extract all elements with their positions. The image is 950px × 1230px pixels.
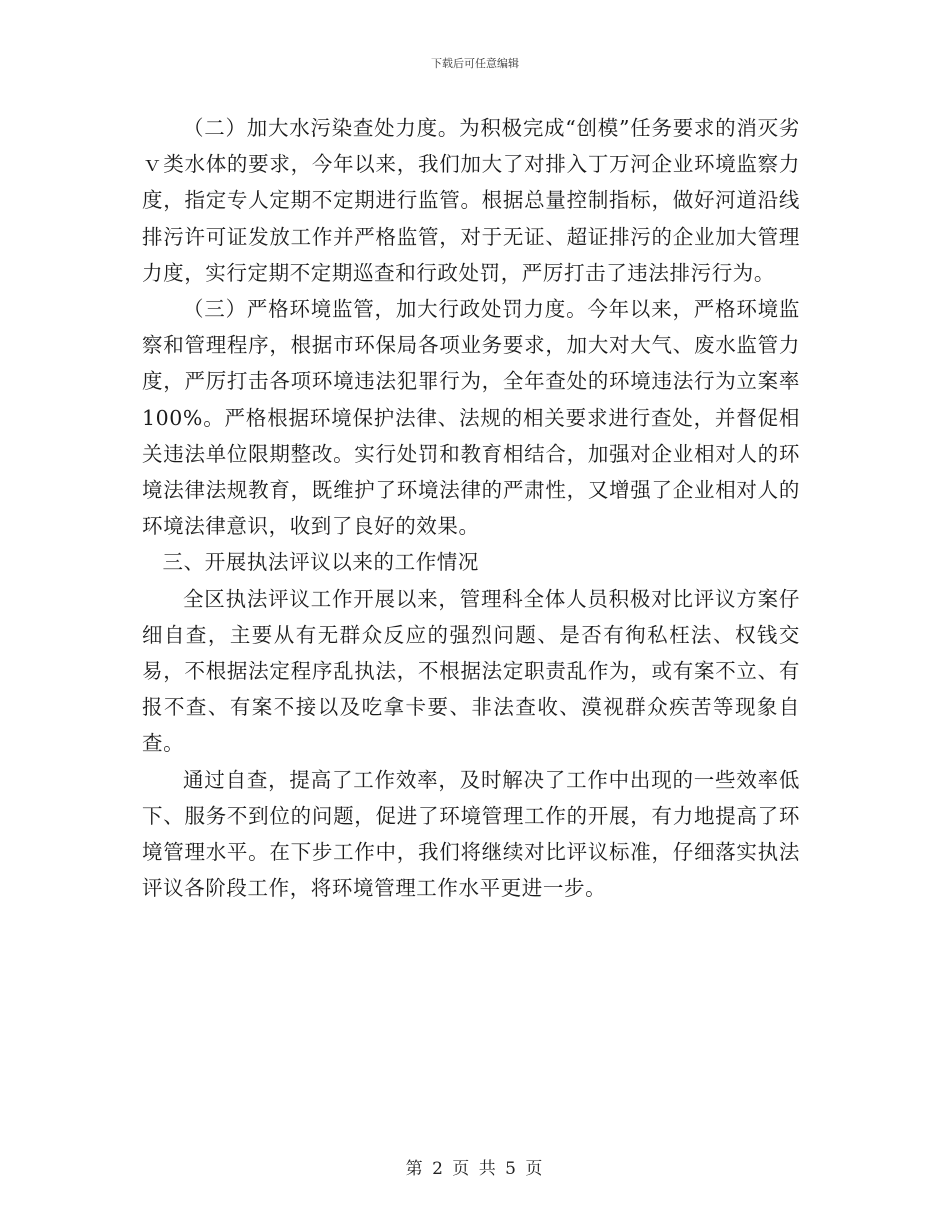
page-number: 第 2 页 共 5 页 [405, 1159, 545, 1179]
paragraph-environment-supervision: （三）严格环境监管，加大行政处罚力度。今年以来，严格环境监察和管理程序，根据市环保局各项业务要求，加大对大气、废水监管力度，严厉打击各项环境违法犯罪行为，全年查处的环境违法行为立案率100%。严格根据环境保护法律、法规的相关要求进行查处，并督促相关违法单位限期整改。实行处罚和教育相结合，加强对企业相对人的环境法律法规教育，既维护了环境法律的严肃性，又增强了企业相对人的环境法律意识，收到了良好的效果。 [142, 297, 800, 539]
paragraph-self-inspection: 全区执法评议工作开展以来，管理科全体人员积极对比评议方案仔细自查，主要从有无群众反应的强烈问题、是否有徇私枉法、权钱交易，不根据法定程序乱执法，不根据法定职责乱作为，或有案不立、有报不查、有案不接以及吃拿卡要、非法查收、漠视群众疾苦等现象自查。 [142, 586, 800, 756]
page-header: 下载后可任意编辑 [431, 57, 519, 70]
paragraph-conclusion: 通过自查，提高了工作效率，及时解决了工作中出现的一些效率低下、服务不到位的问题，促进了环境管理工作的开展，有力地提高了环境管理水平。在下步工作中，我们将继续对比评议标准，仔细落实执法评议各阶段工作，将环境管理工作水平更进一步。 [142, 767, 800, 901]
section-heading: 三、开展执法评议以来的工作情况 [162, 550, 479, 575]
document-body [142, 110, 800, 906]
paragraph-water-pollution: （二）加大水污染查处力度。为积极完成“创模”任务要求的消灭劣ｖ类水体的要求，今年以来，我们加大了对排入丁万河企业环境监察力度，指定专人定期不定期进行监管。根据总量控制指标，做好河道沿线排污许可证发放工作并严格监管，对于无证、超证排污的企业加大管理力度，实行定期不定期巡查和行政处罚，严厉打击了违法排污行为。 [142, 116, 800, 285]
